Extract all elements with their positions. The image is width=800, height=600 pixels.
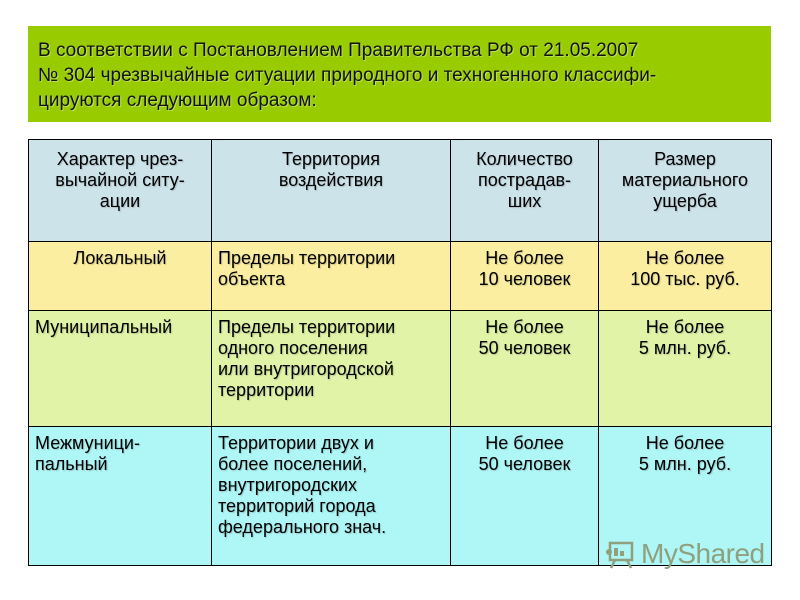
header-damage: Размер материального ущерба	[599, 140, 772, 242]
presentation-board-icon	[605, 540, 635, 568]
table-row	[29, 242, 772, 311]
header-character: Характер чрез- вычайной ситу- ации	[29, 140, 212, 242]
intro-line-1: В соответствии с Постановлением Правительства РФ от 21.05.2007	[38, 40, 639, 61]
cell-victims: Не более 50 человек	[451, 427, 599, 566]
intro-line-3: цируются следующим образом:	[38, 90, 317, 111]
cell-type: Муниципальный	[29, 311, 212, 427]
cell-damage: Не более 5 млн. руб.	[599, 311, 772, 427]
watermark-logo	[605, 537, 765, 571]
cell-type: Межмуници- пальный	[29, 427, 212, 566]
table-row	[29, 311, 772, 427]
intro-banner	[28, 26, 771, 122]
emergency-classification-table	[28, 139, 772, 566]
cell-territory: Пределы территории одного поселения или внутригородской территории	[212, 311, 451, 427]
table-header-row	[29, 140, 772, 242]
intro-line-2: № 304 чрезвычайные ситуации природного и техногенного классифи-	[38, 65, 657, 86]
cell-territory: Пределы территории объекта	[212, 242, 451, 311]
header-territory: Территория воздействия	[212, 140, 451, 242]
cell-territory: Территории двух и более поселений, внутригородских территорий города федерального знач.	[212, 427, 451, 566]
cell-victims: Не более 10 человек	[451, 242, 599, 311]
watermark-text: MyShared	[641, 538, 765, 569]
cell-damage: Не более 5 млн. руб.	[599, 427, 772, 566]
cell-damage: Не более 100 тыс. руб.	[599, 242, 772, 311]
header-victims: Количество пострадав- ших	[451, 140, 599, 242]
cell-victims: Не более 50 человек	[451, 311, 599, 427]
cell-type: Локальный	[29, 242, 212, 311]
